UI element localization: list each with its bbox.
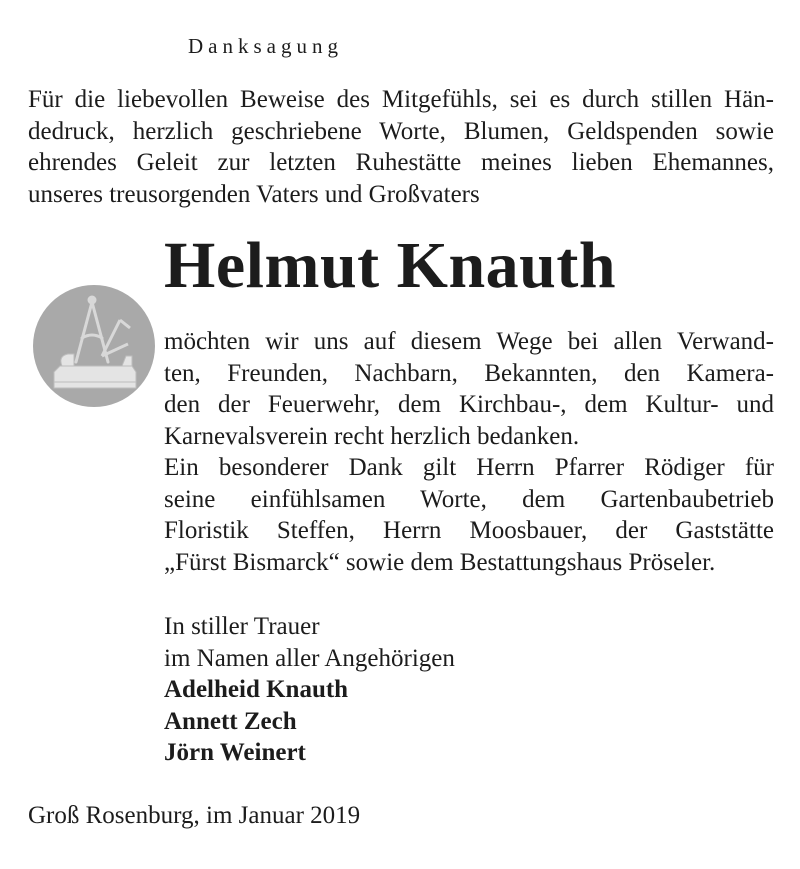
carpenter-tools-emblem-icon [32, 284, 156, 408]
intro-paragraph [28, 84, 774, 210]
intro-line: Für die liebevollen Beweise des Mitgefühls, sei es durch stillen Hän- [28, 86, 774, 113]
body-line: Floristik Steffen, Herrn Moosbauer, der Gaststätte [164, 517, 774, 544]
body-line: Ein besonderer Dank gilt Herrn Pfarrer Rödiger für [164, 454, 774, 481]
body-line: „Fürst Bismarck“ sowie dem Bestattungshaus Pröseler. [164, 548, 716, 576]
mourner-name: Adelheid Knauth [164, 676, 349, 703]
intro-line: dedruck, herzlich geschriebene Worte, Blumen, Geldspenden sowie [28, 117, 774, 145]
intro-line: unseres treusorgenden Vaters und Großvaters [28, 180, 480, 208]
thanks-paragraph [164, 326, 774, 578]
body-line: Karnevalsverein recht herzlich bedanken. [164, 422, 580, 450]
signoff-line: im Namen aller Angehörigen [164, 644, 455, 672]
mourner-name: Annett Zech [164, 707, 297, 735]
mourner-name: Jörn Weinert [164, 739, 306, 766]
body-line: den der Feuerwehr, dem Kirchbau-, dem Kultur- und [164, 391, 774, 418]
notice-heading: Danksagung [188, 34, 343, 58]
intro-line: ehrendes Geleit zur letzten Ruhestätte meines lieben Ehemannes, [28, 149, 774, 176]
signoff-line: In stiller Trauer [164, 613, 320, 640]
body-line: möchten wir uns auf diesem Wege bei allen Verwand- [164, 328, 774, 355]
signoff-block [164, 611, 455, 769]
body-line: ten, Freunden, Nachbarn, Bekannten, den Kamera- [164, 359, 774, 387]
deceased-name: Helmut Knauth [164, 229, 617, 302]
place-date: Groß Rosenburg, im Januar 2019 [28, 802, 361, 829]
body-line: seine einfühlsamen Worte, dem Gartenbaubetrieb [164, 485, 774, 513]
